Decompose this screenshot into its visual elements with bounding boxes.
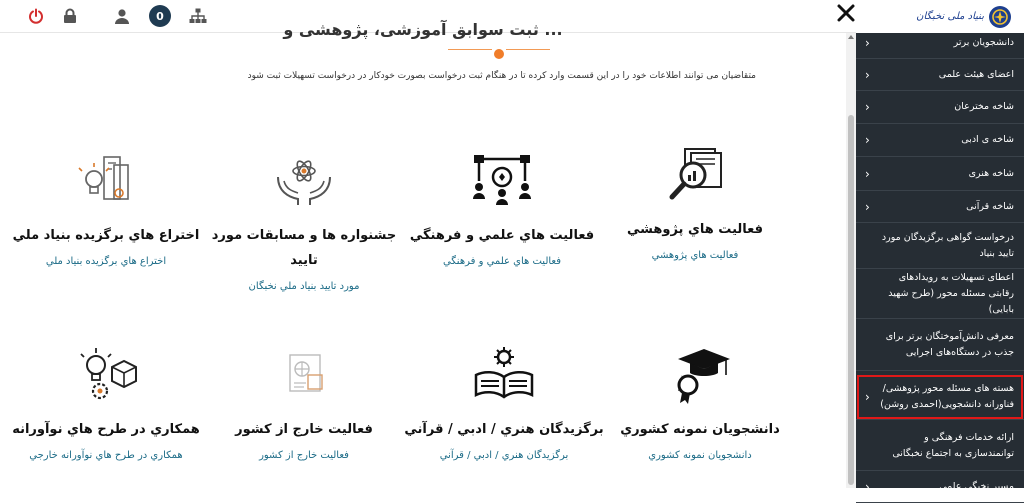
sidebar-item-label: شاخه قرآنی bbox=[966, 200, 1014, 212]
sidebar-item-quran[interactable] bbox=[856, 191, 1024, 223]
title-divider-right bbox=[506, 49, 550, 50]
card-scientific-cultural[interactable] bbox=[402, 151, 602, 271]
graduation-cap-icon bbox=[668, 345, 732, 405]
card-title: فعاليت هاي علمي و فرهنگي bbox=[409, 228, 595, 243]
title-divider-dot bbox=[494, 49, 504, 59]
main-content bbox=[0, 20, 846, 488]
sidebar-item-label: ارائه خدمات فرهنگی و توانمندسازی به اجتماع نخبگانی bbox=[892, 431, 1014, 459]
close-icon bbox=[836, 3, 856, 23]
chevron-left-icon: ‹ bbox=[865, 479, 870, 494]
section-title: ثبت سوابق آموزشی، پژوهشی و ... bbox=[283, 20, 563, 39]
card-title: جشنواره ها و مسابقات مورد تاييد bbox=[211, 228, 397, 268]
card-title: فعاليت هاي پژوهشي bbox=[627, 222, 763, 237]
card-title: اختراع هاي برگزيده بنياد ملي bbox=[12, 228, 200, 243]
sidebar-item-literary[interactable] bbox=[856, 124, 1024, 157]
sidebar bbox=[856, 33, 1024, 494]
sidebar-item-label: مسیر نخبگی علمی bbox=[939, 480, 1014, 492]
intro-text: متقاضیان می توانند اطلاعات خود را در این قسمت وارد کرده تا در هنگام ثبت درخواست بصورت خودکار در درخواست تسهیلات ثبت شود bbox=[247, 71, 756, 81]
card-title: برگزيدگان هنري / ادبي / قرآني bbox=[404, 422, 604, 437]
sidebar-item-inventors[interactable] bbox=[856, 91, 1024, 124]
scroll-up-arrow-icon[interactable] bbox=[848, 35, 854, 39]
sidebar-item-art[interactable] bbox=[856, 157, 1024, 191]
sidebar-item-label: هسته های مسئله محور پژوهشی/ فناورانه دانشجویی(احمدی روشن) bbox=[880, 382, 1014, 410]
hands-atom-icon bbox=[272, 151, 336, 211]
card-title: همکاري در طرح هاي نوآورانه bbox=[12, 422, 200, 437]
innovation-gears-icon bbox=[74, 345, 138, 405]
card-subtitle: فعاليت خارج از کشور bbox=[259, 450, 349, 461]
chevron-left-icon: ‹ bbox=[865, 35, 870, 50]
card-art-literature-quran[interactable] bbox=[404, 345, 604, 465]
chevron-left-icon: ‹ bbox=[865, 389, 870, 404]
sidebar-item-label: دانشجويان برتر bbox=[953, 36, 1014, 48]
sidebar-item-label: شاخه مخترعان bbox=[954, 101, 1014, 112]
sidebar-item-certificate-request[interactable] bbox=[856, 223, 1024, 269]
notifications-count: 0 bbox=[149, 5, 171, 27]
sidebar-item-top-students[interactable] bbox=[856, 27, 1024, 59]
research-analysis-icon bbox=[663, 145, 727, 205]
card-subtitle: مورد تاييد بنياد ملي نخبگان bbox=[248, 281, 360, 292]
main-scrollbar[interactable] bbox=[846, 33, 856, 488]
foundation-emblem-icon bbox=[988, 5, 1012, 29]
sidebar-item-label: اعضای هیئت علمی bbox=[938, 68, 1014, 80]
card-subtitle: دانشجويان نمونه کشوري bbox=[648, 450, 752, 461]
sidebar-item-babaei-facilities[interactable] bbox=[856, 269, 1024, 319]
chevron-left-icon: ‹ bbox=[865, 199, 870, 214]
card-abroad-activity[interactable] bbox=[204, 345, 404, 465]
title-divider-left bbox=[448, 49, 492, 50]
sidebar-item-cultural-services[interactable] bbox=[856, 421, 1024, 471]
card-subtitle: همکاري در طرح هاي نوآورانه خارجي bbox=[29, 450, 183, 461]
sidebar-item-ahmadi-roshan[interactable] bbox=[856, 374, 1024, 420]
sidebar-item-label: شاخه ی ادبی bbox=[961, 134, 1014, 145]
logo-text: بنیاد ملی نخبگان bbox=[916, 11, 984, 22]
card-festivals[interactable] bbox=[204, 151, 404, 296]
card-title: فعاليت خارج از کشور bbox=[235, 422, 373, 437]
sidebar-item-label: اعطای تسهیلات به رویدادهای رقابتی مسئله محور (طرح شهید بابایی) bbox=[888, 271, 1014, 315]
chevron-left-icon: ‹ bbox=[865, 166, 870, 181]
open-book-icon bbox=[472, 345, 536, 405]
network-idea-icon bbox=[470, 151, 534, 211]
sidebar-item-faculty[interactable] bbox=[856, 59, 1024, 91]
card-model-students[interactable] bbox=[600, 345, 800, 465]
card-innovative-projects[interactable] bbox=[6, 345, 206, 465]
sidebar-item-label: درخواست گواهی برگزیدگان مورد تایید بنیاد bbox=[881, 231, 1014, 259]
sidebar-item-elite-path[interactable] bbox=[856, 471, 1024, 503]
card-subtitle: برگزيدگان هنري / ادبي / قرآني bbox=[439, 450, 569, 461]
card-title: دانشجويان نمونه کشوري bbox=[620, 422, 780, 437]
sidebar-item-label: شاخه هنری bbox=[968, 167, 1014, 179]
chevron-left-icon: ‹ bbox=[865, 133, 870, 147]
card-subtitle: اختراع هاي برگزيده بنياد ملي bbox=[45, 256, 167, 267]
scrollbar-thumb[interactable] bbox=[848, 115, 854, 485]
chevron-left-icon: ‹ bbox=[865, 67, 870, 82]
chevron-left-icon: ‹ bbox=[865, 100, 870, 114]
sidebar-item-label: معرفی دانش‌آموختگان برتر برای جذب در دستگاه‌های اجرایی bbox=[885, 330, 1014, 358]
sidebar-item-top-graduates[interactable] bbox=[856, 319, 1024, 371]
close-sidebar-button[interactable] bbox=[834, 3, 858, 27]
card-research[interactable] bbox=[595, 145, 795, 265]
invention-bulb-icon bbox=[74, 151, 138, 211]
card-subtitle: فعاليت هاي پژوهشي bbox=[651, 250, 739, 261]
card-subtitle: فعاليت هاي علمي و فرهنگي bbox=[442, 256, 562, 267]
abroad-activity-icon bbox=[272, 345, 336, 405]
card-inventions[interactable] bbox=[6, 151, 206, 271]
